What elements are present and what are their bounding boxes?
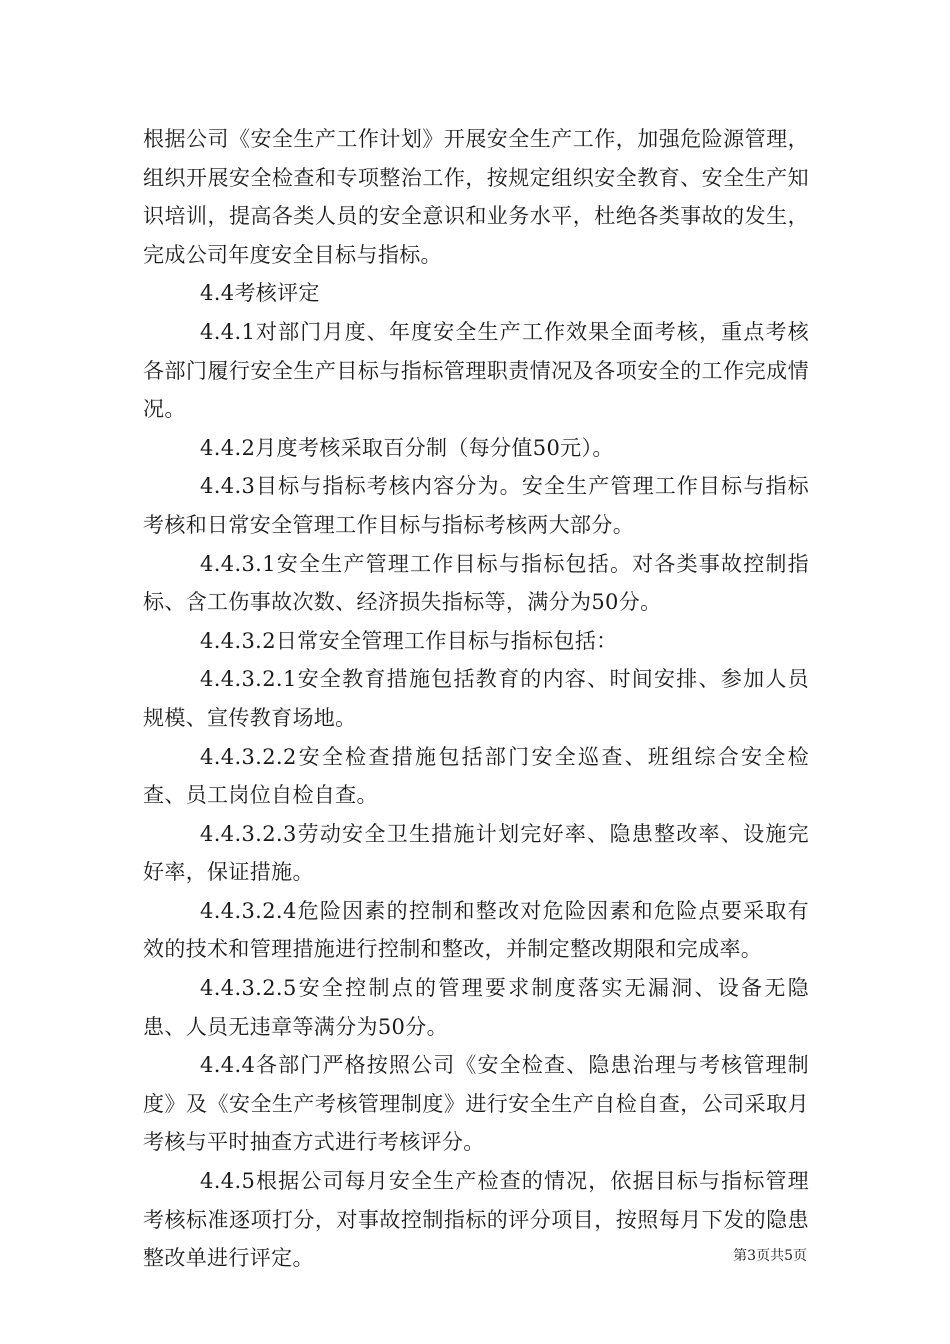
- document-body: [143, 120, 809, 1278]
- paragraph-4-4-3-2-3: 4.4.3.2.3劳动安全卫生措施计划完好率、隐患整改率、设施完好率，保证措施。: [143, 821, 809, 885]
- paragraph-4-4-4: 4.4.4各部门严格按照公司《安全检查、隐患治理与考核管理制度》及《安全生产考核管理制度》进行安全生产自检自查，公司采取月考核与平时抽查方式进行考核评分。: [143, 1053, 809, 1155]
- paragraph-4-4-1: 4.4.1对部门月度、年度安全生产工作效果全面考核，重点考核各部门履行安全生产目标与指标管理职责情况及各项安全的工作完成情况。: [143, 319, 809, 422]
- section-heading-4-4: 4.4考核评定: [200, 281, 320, 306]
- paragraph-4-4-3-2: 4.4.3.2日常安全管理工作目标与指标包括：: [200, 628, 618, 653]
- paragraph-4-4-5: 4.4.5根据公司每月安全生产检查的情况，依据目标与指标管理考核标准逐项打分，对事故控制指标的评分项目，按照每月下发的隐患整改单进行评定。: [143, 1169, 809, 1271]
- paragraph-4-4-2: 4.4.2月度考核采取百分制（每分值50元）。: [200, 435, 614, 460]
- paragraph-intro-continued: 根据公司《安全生产工作计划》开展安全生产工作，加强危险源管理，组织开展安全检查和专项整治工作，按规定组织安全教育、安全生产知识培训，提高各类人员的安全意识和业务水平，杜绝各类事故的发生，完成公司年度安全目标与指标。: [143, 127, 809, 267]
- paragraph-4-4-3-2-1: 4.4.3.2.1安全教育措施包括教育的内容、时间安排、参加人员规模、宣传教育场地。: [143, 667, 809, 730]
- paragraph-4-4-3-2-5: 4.4.3.2.5安全控制点的管理要求制度落实无漏洞、设备无隐患、人员无违章等满分为50分。: [143, 976, 809, 1039]
- paragraph-4-4-3-2-2: 4.4.3.2.2安全检查措施包括部门安全巡查、班组综合安全检查、员工岗位自检自查。: [143, 744, 809, 808]
- paragraph-4-4-3-1: 4.4.3.1安全生产管理工作目标与指标包括。对各类事故控制指标、含工伤事故次数、经济损失指标等，满分为50分。: [143, 551, 809, 615]
- paragraph-4-4-3: 4.4.3目标与指标考核内容分为。安全生产管理工作目标与指标考核和日常安全管理工作目标与指标考核两大部分。: [143, 474, 809, 537]
- paragraph-4-4-3-2-4: 4.4.3.2.4危险因素的控制和整改对危险因素和危险点要采取有效的技术和管理措施进行控制和整改，并制定整改期限和完成率。: [143, 898, 809, 962]
- page-number-footer: 第3页共5页: [733, 1248, 807, 1264]
